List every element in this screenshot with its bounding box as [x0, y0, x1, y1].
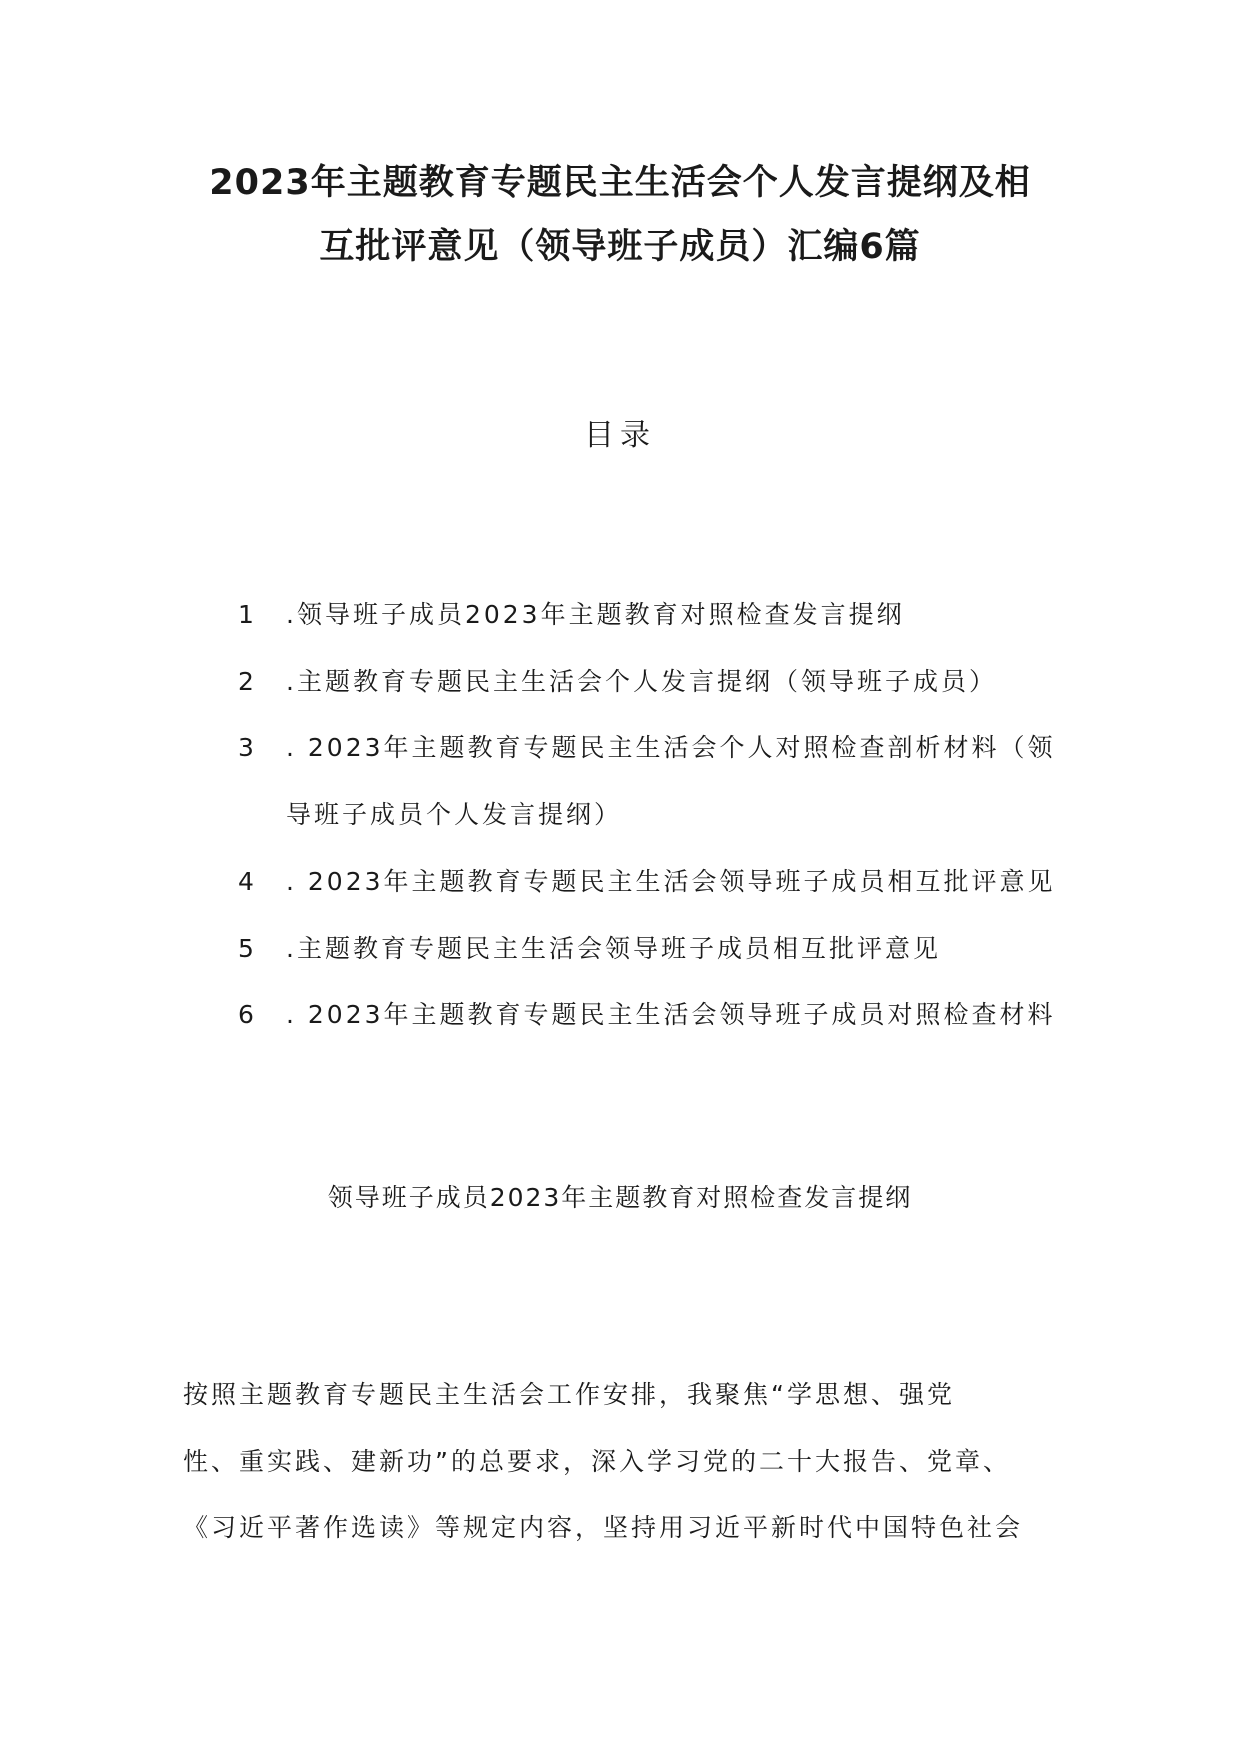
- toc-item-text: .领导班子成员2023年主题教育对照检查发言提纲: [286, 600, 905, 629]
- toc-item-number: 5: [238, 934, 257, 963]
- toc-item-number: 2: [238, 667, 257, 696]
- toc-item-number: 6: [238, 1000, 257, 1029]
- toc-item-text: .主题教育专题民主生活会领导班子成员相互批评意见: [286, 934, 941, 963]
- toc-item-text: .主题教育专题民主生活会个人发言提纲（领导班子成员）: [286, 667, 997, 696]
- toc-item-text: . 2023年主题教育专题民主生活会个人对照检查剖析材料（领: [286, 733, 1056, 762]
- paragraph-line-2: 性、重实践、建新功”的总要求，深入学习党的二十大报告、党章、: [183, 1447, 1011, 1476]
- toc-item-number: 1: [238, 600, 257, 629]
- toc-item-4: [238, 862, 1056, 898]
- toc-item-text: . 2023年主题教育专题民主生活会领导班子成员相互批评意见: [286, 867, 1056, 896]
- paragraph-line-1: 按照主题教育专题民主生活会工作安排，我聚焦“学思想、强党: [183, 1380, 955, 1409]
- document-title-line-2: 互批评意见（领导班子成员）汇编6篇: [319, 227, 921, 267]
- toc-item-3: [238, 728, 1056, 764]
- toc-item-text: . 2023年主题教育专题民主生活会领导班子成员对照检查材料: [286, 1000, 1056, 1029]
- paragraph-line-3: 《习近平著作选读》等规定内容，坚持用习近平新时代中国特色社会: [183, 1513, 1024, 1542]
- toc-item-number: 3: [238, 733, 257, 762]
- toc-item-6: [238, 995, 1056, 1031]
- toc-item-1: [238, 595, 905, 631]
- document-title-line-1: 2023年主题教育专题民主生活会个人发言提纲及相: [209, 163, 1031, 203]
- section-title: 领导班子成员2023年主题教育对照检查发言提纲: [327, 1183, 913, 1212]
- toc-item-5: [238, 929, 941, 965]
- toc-heading: 目录: [584, 418, 656, 453]
- toc-item-2: [238, 662, 997, 698]
- toc-item-number: 4: [238, 867, 257, 896]
- toc-item-3-continuation: 导班子成员个人发言提纲）: [286, 800, 623, 829]
